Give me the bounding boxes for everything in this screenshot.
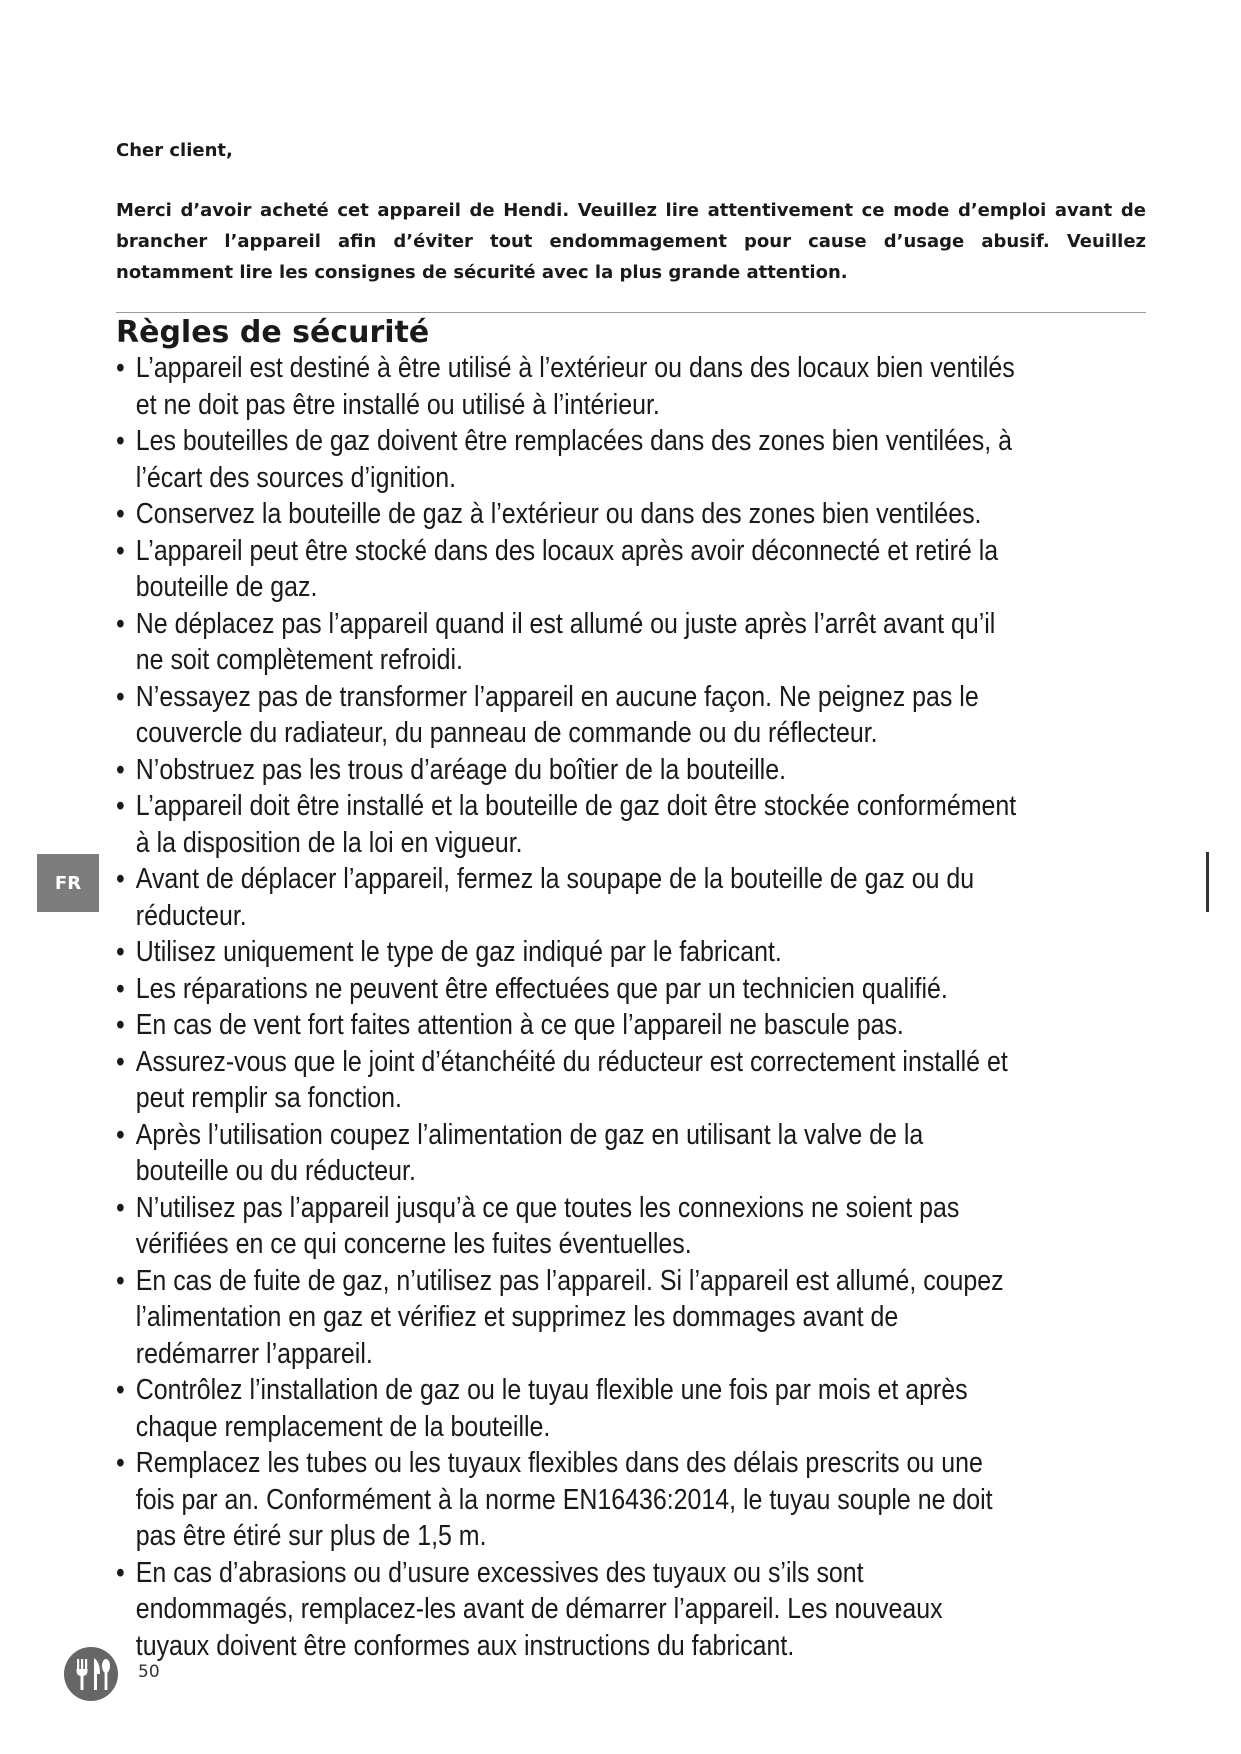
- list-item: • Conservez la bouteille de gaz à l’extérieur ou dans des zones bien ventilées.: [116, 496, 1019, 533]
- list-item: • Les réparations ne peuvent être effectuées que par un technicien qualifié.: [116, 971, 1019, 1008]
- intro-paragraph: Merci d’avoir acheté cet appareil de Hendi. Veuillez lire attentivement ce mode d’emploi avant de brancher l’appareil afin d’éviter tout endommagement pour cause d’usage abusif. Veuillez notamment lire les consignes de sécurité avec la plus grande attention.: [116, 200, 1146, 283]
- list-item: • En cas de fuite de gaz, n’utilisez pas l’appareil. Si l’appareil est allumé, coupez l’alimentation en gaz et vérifiez et supprimez les dommages avant de redémarrer l’appareil.: [116, 1263, 1019, 1373]
- list-item: • Les bouteilles de gaz doivent être remplacées dans des zones bien ventilées, à l’écart des sources d’ignition.: [116, 423, 1019, 496]
- list-item: • Avant de déplacer l’appareil, fermez la soupape de la bouteille de gaz ou du réducteur.: [116, 861, 1019, 934]
- list-item: • N’essayez pas de transformer l’appareil en aucune façon. Ne peignez pas le couvercle du radiateur, du panneau de commande ou du réflecteur.: [116, 679, 1019, 752]
- list-item: • En cas d’abrasions ou d’usure excessives des tuyaux ou s’ils sont endommagés, remplacez-les avant de démarrer l’appareil. Les nouveaux tuyaux doivent être conformes aux instructions du fabricant.: [116, 1555, 1019, 1665]
- list-item: • Utilisez uniquement le type de gaz indiqué par le fabricant.: [116, 934, 1019, 971]
- language-tab: [37, 854, 99, 912]
- language-tab-label: FR: [54, 872, 82, 894]
- page-number: 50: [138, 1662, 160, 1682]
- greeting: Cher client,: [116, 140, 233, 161]
- section-title: Règles de sécurité: [116, 315, 430, 350]
- safety-rules-list: [116, 350, 1019, 1664]
- list-item: • Ne déplacez pas l’appareil quand il est allumé ou juste après l’arrêt avant qu’il ne soit complètement refroidi.: [116, 606, 1019, 679]
- list-item: • N’utilisez pas l’appareil jusqu’à ce que toutes les connexions ne soient pas vérifiées en ce qui concerne les fuites éventuelles.: [116, 1190, 1019, 1263]
- list-item: • Remplacez les tubes ou les tuyaux flexibles dans des délais prescrits ou une fois par an. Conformément à la norme EN16436:2014, le tuyau souple ne doit pas être étiré sur plus de 1,5 m.: [116, 1445, 1019, 1555]
- cutlery-logo-icon: [64, 1647, 118, 1701]
- list-item: • Assurez-vous que le joint d’étanchéité du réducteur est correctement installé et peut remplir sa fonction.: [116, 1044, 1019, 1117]
- list-item: • L’appareil doit être installé et la bouteille de gaz doit être stockée conformément à la disposition de la loi en vigueur.: [116, 788, 1019, 861]
- side-marker: [1206, 852, 1209, 912]
- list-item: • L’appareil peut être stocké dans des locaux après avoir déconnecté et retiré la bouteille de gaz.: [116, 533, 1019, 606]
- list-item: • L’appareil est destiné à être utilisé à l’extérieur ou dans des locaux bien ventilés et ne doit pas être installé ou utilisé à l’intérieur.: [116, 350, 1019, 423]
- list-item: • Contrôlez l’installation de gaz ou le tuyau flexible une fois par mois et après chaque remplacement de la bouteille.: [116, 1372, 1019, 1445]
- list-item: • Après l’utilisation coupez l’alimentation de gaz en utilisant la valve de la bouteille ou du réducteur.: [116, 1117, 1019, 1190]
- list-item: • N’obstruez pas les trous d’aréage du boîtier de la bouteille.: [116, 752, 1019, 789]
- list-item: • En cas de vent fort faites attention à ce que l’appareil ne bascule pas.: [116, 1007, 1019, 1044]
